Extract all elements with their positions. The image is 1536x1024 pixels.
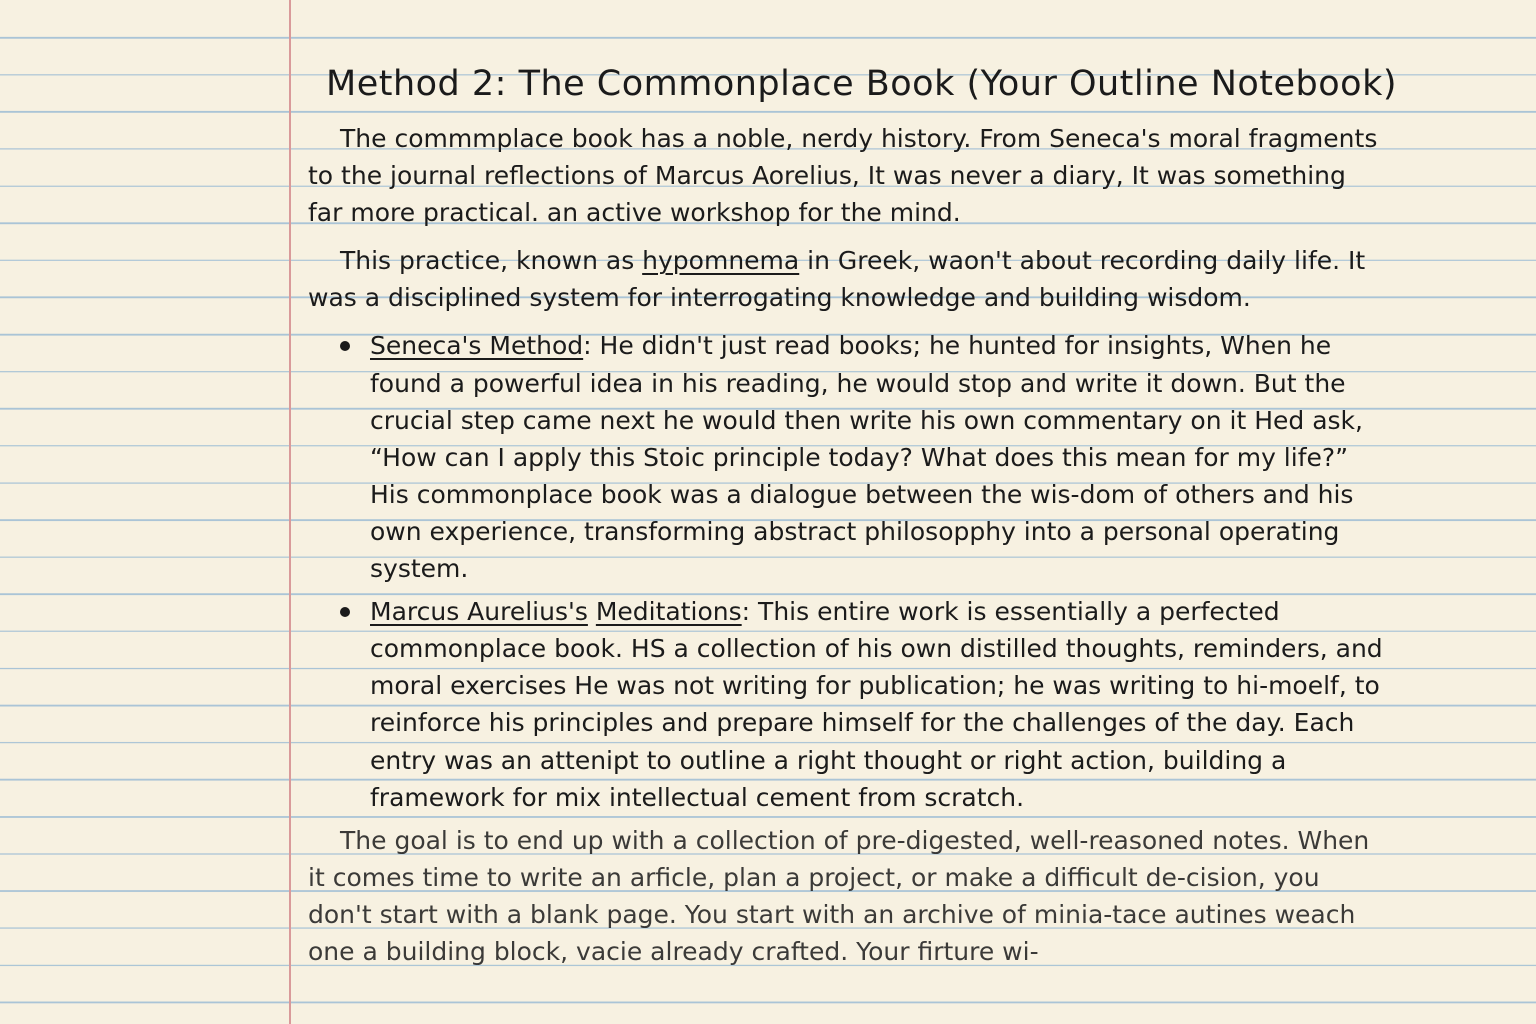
margin-line <box>289 0 291 1024</box>
page-title: Method 2: The Commonplace Book (Your Outline Notebook) <box>326 64 1398 104</box>
intro-paragraph: The commmplace book has a noble, nerdy history. From Seneca's moral fragments to the journal reflections of Marcus Aorelius, It was never a diary, It was something far more practical. an active workshop for the mind. <box>308 124 1378 228</box>
hypomnema-text-before: This practice, known as <box>340 246 643 276</box>
hypomnema-paragraph <box>308 242 1383 316</box>
list-item-seneca <box>370 327 1383 587</box>
hypomnema-text-after: in Greek, waon't about recording daily life. It was a disciplined system for interrogating knowledge and building wisdom. <box>308 246 1366 313</box>
hypomnema-term: hypomnema <box>642 246 800 276</box>
bullet-icon <box>340 341 350 351</box>
meditations-heading: Meditations <box>595 597 742 627</box>
seneca-text: : He didn't just read books; he hunted for insights, When he found a powerful idea in his reading, he would stop and write it down. But the crucial step came next he would then write his own commentary on it Hed ask, “How can I apply this Stoic principle today? What does this mean for my life?” His commonplace book was a dialogue between the wis-dom of others and his own experience, transforming abstract philosopphy into a personal operating system. <box>370 331 1363 584</box>
seneca-heading: Seneca's Method <box>370 331 584 361</box>
closing-paragraph: The goal is to end up with a collection of pre-digested, well-reasoned notes. When it comes time to write an arficle, plan a project, or make a difficult de-cision, you don't start with a blank page. You start with an archive of minia-tace autines weach one a building block, vacie already crafted. Your firture wi- <box>308 825 1370 966</box>
notes-content <box>308 58 1398 981</box>
list-item-marcus <box>370 593 1383 816</box>
bullet-icon <box>340 607 350 617</box>
bullet-list <box>308 327 1383 815</box>
marcus-text: : This entire work is essentially a perfected commonplace book. HS a collection of his own distilled thoughts, reminders, and moral exercises He was not writing for publication; he was writing to hi-moelf, to reinforce his principles and prepare himself for the challenges of the day. Each entry was an attenipt to outline a right thought or right action, building a framework for mix intellectual cement from scratch. <box>370 597 1383 812</box>
marcus-heading: Marcus Aurelius's <box>370 597 588 627</box>
